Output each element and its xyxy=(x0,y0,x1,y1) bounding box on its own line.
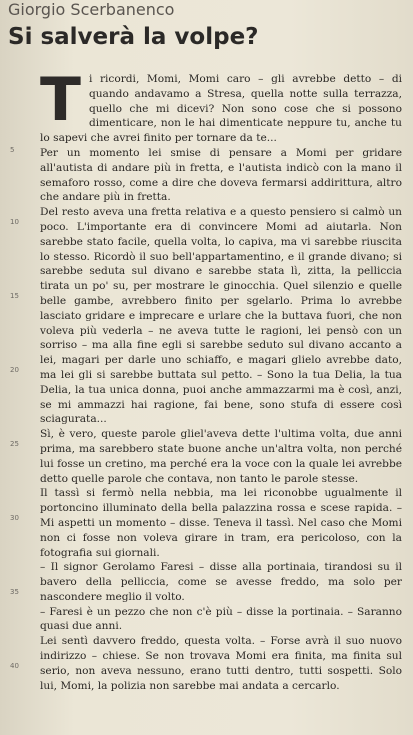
paragraph: Per un momento lei smise di pensare a Momi per gridare all'autista di andare più in fretta, e l'autista indicò con la mano il semaforo rosso, come a dire che doveva fermarsi addirittura, altro che andare più in fretta. xyxy=(40,146,402,204)
line-number-margin xyxy=(0,0,36,735)
paragraph: – Il signor Gerolamo Faresi – disse alla portinaia, tirandosi su il bavero della pelliccia, come se avesse freddo, ma solo per nascondere meglio il volto. xyxy=(40,561,402,603)
author-name: Giorgio Scerbanenco xyxy=(8,0,175,19)
line-number: 30 xyxy=(10,514,19,522)
body-text xyxy=(40,65,402,693)
drop-cap: T xyxy=(40,65,81,135)
paragraph: – Faresi è un pezzo che non c'è più – disse la portinaia. – Saranno quasi due anni. xyxy=(40,605,402,633)
paragraph: Il tassì si fermò nella nebbia, ma lei riconobbe ugualmente il portoncino illuminato della bella palazzina rossa e scese rapida. – Mi aspetti un momento – disse. Teneva il tassì. Nel caso che Momi non ci fosse non voleva girare in tram, era pericoloso, con la fotografia sui giornali. xyxy=(40,487,402,559)
paragraph: Lei sentì davvero freddo, questa volta. – Forse avrà il suo nuovo indirizzo – chiese. Se non trovava Momi era finita, ma finita sul serio, non aveva nessuno, erano tutti dentro, tutti sospetti. Solo lui, Momi, la polizia non sarebbe mai andata a cercarlo. xyxy=(40,635,402,692)
line-number: 25 xyxy=(10,440,19,448)
line-number: 35 xyxy=(10,588,19,596)
line-number: 10 xyxy=(10,218,19,226)
paragraph: Ti ricordi, Momi, Momi caro – gli avrebbe detto – di quando andavamo a Stresa, quella notte sulla terrazza, quello che mi dicevi? Non sono cose che si possono dimenticare, non le hai dimenticate neppure tu, anche tu lo sapevi che avrei finito per tornare da te... xyxy=(40,65,402,145)
paragraph: Sì, è vero, queste parole gliel'aveva dette l'ultima volta, due anni prima, ma sarebbero state buone anche un'altra volta, non perché lui fosse un cretino, ma perché era la voce con la quale lei avrebbe detto quelle parole che contava, non tanto le parole stesse. xyxy=(40,428,402,485)
line-number: 20 xyxy=(10,366,19,374)
chapter-title: Si salverà la volpe? xyxy=(8,24,259,50)
line-number: 5 xyxy=(10,146,15,154)
paragraph: Del resto aveva una fretta relativa e a questo pensiero si calmò un poco. L'importante era di convincere Momi ad aiutarla. Non sarebbe stato facile, quella volta, lo capiva, ma vi sarebbe riuscita lo stesso. Ricordò il suo bell'appartamentino, e il grande divano; si sarebbe seduta sul divano e sarebbe stata lì, zitta, la pelliccia tirata un po' su, per mostrare le ginocchia. Quel silenzio e quelle belle gambe, avrebbero finito per sgelarlo. Prima lo avrebbe lasciato gridare e imprecare e urlare che la buttava fuori, che non voleva più vederla – ne aveva tutte le ragioni, lei pensò con un sorriso – ma alla fine egli si sarebbe seduto sul divano accanto a lei, magari per darle uno schiaffo, e magari glielo avrebbe dato, ma lei gli si sarebbe buttata sul petto. – Sono la tua Delia, la tua Delia, la tua unica donna, puoi anche ammazzarmi ma è così, anzi, se mi ammazzi hai ragione, fai bene, sono stufa di essere così sciagurata... xyxy=(40,206,402,426)
line-number: 15 xyxy=(10,292,19,300)
line-number: 40 xyxy=(10,662,19,670)
